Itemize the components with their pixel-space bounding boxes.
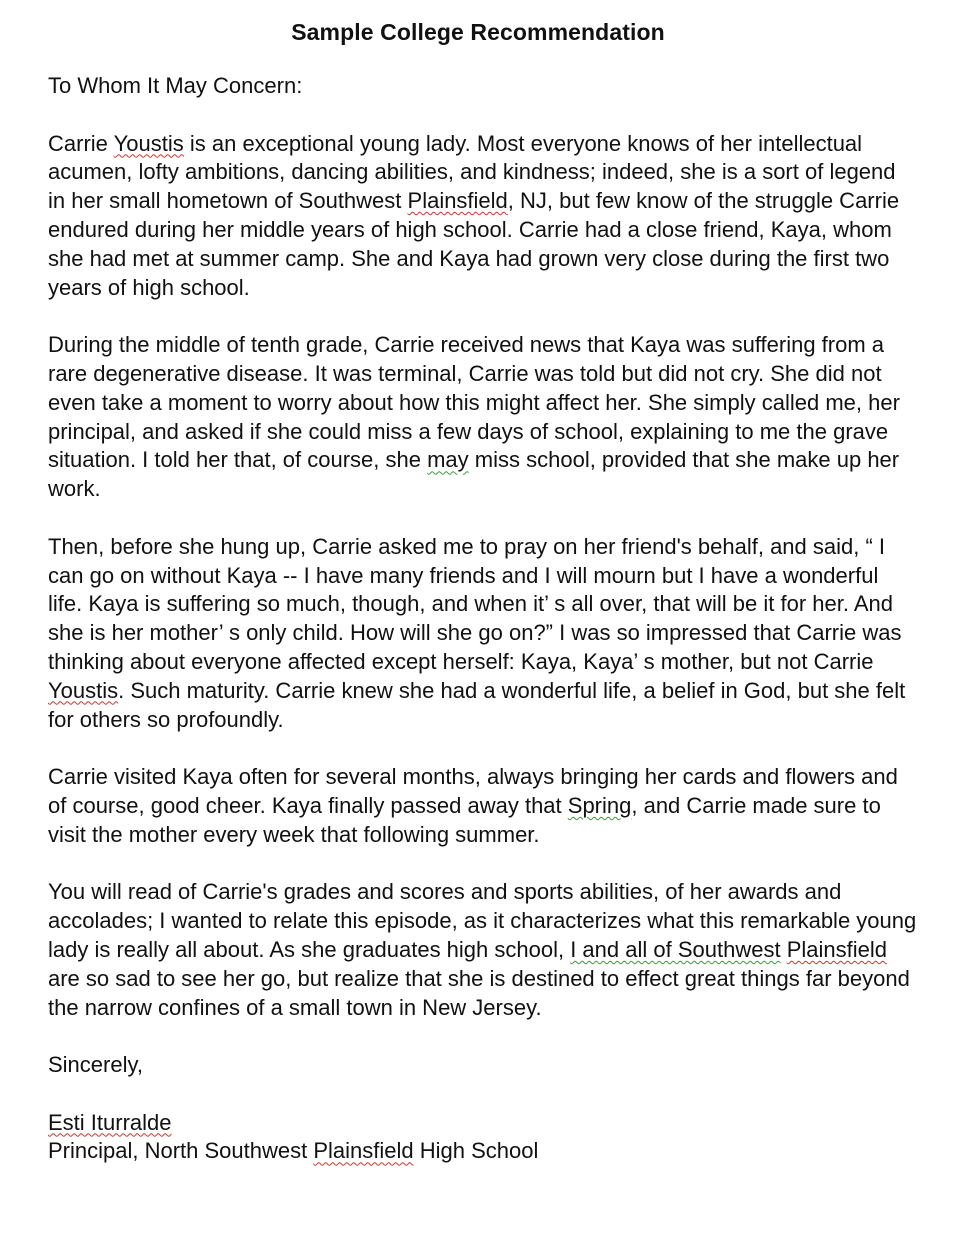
spelling-flag: Youstis <box>48 677 119 703</box>
text-run: , and Carrie made sure to visit the mother every week that following summer. <box>48 792 881 847</box>
text-run: During the middle of tenth grade, Carrie received news that Kaya was suffering from a rare degenerative disease. It was terminal, Carrie was told but did not cry. She did not even take a moment to worry about how this might affect her. She simply called me, her principal, and asked if she could miss a few days of school, explaining to me the grave situation. I told her that, of course, she <box>48 332 900 473</box>
text-run: Then, before she hung up, Carrie asked me to pray on her friend's behalf, and said, “ I can go on without Kaya -- I have many friends and I will mourn but I have a wonderful life. Kaya is suffering so much, though, and when it’ s all over, that will be it for her. And she is her mother’ s only child. How will she go on?” I was so impressed that Carrie was thinking about everyone affected except herself: Kaya, Kaya’ s mother, but not Carrie <box>48 533 902 674</box>
spelling-flag: Plainsfield <box>407 188 508 214</box>
paragraph-4 <box>48 763 918 849</box>
text-run: miss school, provided that she make up her work. <box>48 447 900 502</box>
grammar-flag: Spring <box>567 792 632 818</box>
spelling-flag: Plainsfield <box>313 1138 414 1164</box>
signature-title-line <box>48 1137 918 1166</box>
text-run: are so sad to see her go, but realize that she is destined to effect great things far beyond the narrow confines of a small town in New Jersey. <box>48 965 910 1020</box>
grammar-flag: may <box>427 447 469 473</box>
text-run: Carrie visited Kaya often for several months, always bringing her cards and flowers and of course, good cheer. Kaya finally passed away that <box>48 764 898 818</box>
text-run: is an exceptional young lady. Most everyone knows of her intellectual acumen, lofty ambitions, dancing abilities, and kindness; indeed, she is a sort of legend in her small hometown of Southwest <box>48 130 896 214</box>
closing: Sincerely, <box>48 1052 143 1078</box>
grammar-flag: I and all of Southwest <box>570 936 781 962</box>
text-run: . Such maturity. Carrie knew she had a wonderful life, a belief in God, but she felt for others so profoundly. <box>48 677 906 732</box>
signature-name: Esti Iturralde <box>48 1109 172 1135</box>
letter-body <box>48 72 918 1195</box>
spelling-flag: Plainsfield <box>786 936 887 962</box>
text-run: , NJ, but few know of the struggle Carrie endured during her middle years of high school. Carrie had a close friend, Kaya, whom she had met at summer camp. She and Kaya had grown very close during the first two years of high school. <box>48 188 900 300</box>
text-run: You will read of Carrie's grades and scores and sports abilities, of her awards and accolades; I wanted to relate this episode, as it characterizes what this remarkable young lady is really all about. As she graduates high school, <box>48 879 917 962</box>
salutation: To Whom It May Concern: <box>48 73 303 98</box>
signature-block <box>48 1109 918 1167</box>
paragraph-5 <box>48 878 918 1022</box>
paragraph-3 <box>48 533 918 735</box>
spelling-flag: Youstis <box>113 130 184 156</box>
paragraph-2 <box>48 331 918 504</box>
signature-name-line <box>48 1109 918 1138</box>
text-run: Carrie <box>48 130 114 156</box>
text-run: Principal, North Southwest <box>48 1138 314 1164</box>
text-run: High School <box>413 1138 539 1164</box>
document-title: Sample College Recommendation <box>291 19 665 45</box>
paragraph-1 <box>48 130 918 303</box>
